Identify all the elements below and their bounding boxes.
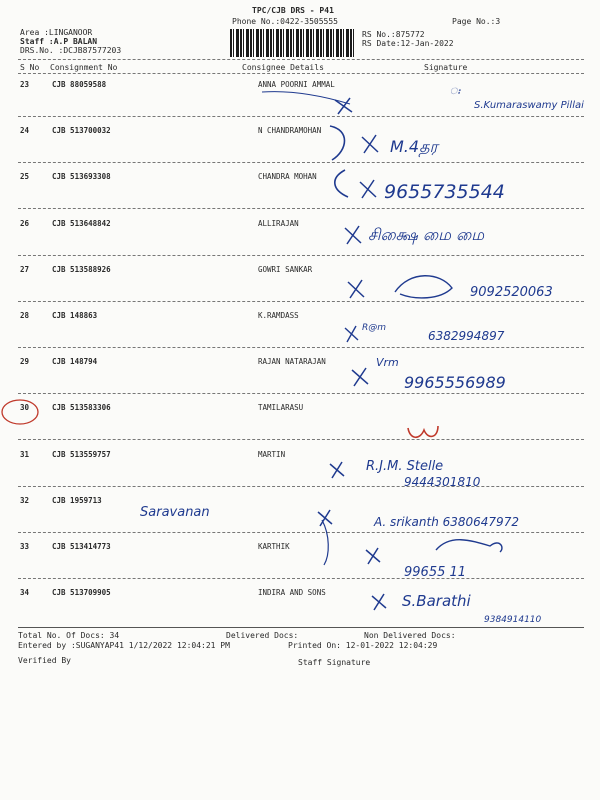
row-consignee: ALLIRAJAN [258, 219, 299, 228]
signature-r32: A. srikanth 6380647972 [374, 515, 519, 529]
scribble-signature [436, 540, 502, 552]
initials-r28: R@m [362, 323, 387, 333]
row-consignee: KARTHIK [258, 542, 290, 551]
row-consignee: GOWRI SANKAR [258, 265, 313, 274]
left-signature-r32: Saravanan [140, 505, 210, 520]
row-sno: 24 [20, 126, 30, 135]
row-consignee: TAMILARASU [258, 403, 304, 412]
tamil-signature-r26: சிக்ஷை மை மை [368, 225, 485, 244]
red-circle-mark [2, 400, 38, 424]
col-consignee: Consignee Details [242, 63, 324, 72]
row-sno: 34 [20, 588, 30, 597]
cross-mark [345, 226, 361, 244]
row-consignment-no: CJB 513588926 [52, 265, 111, 274]
cross-mark [352, 368, 368, 386]
rs-number: RS No.:875772 [362, 30, 425, 39]
cross-mark [330, 462, 344, 478]
signature-r31: R.J.M. Stelle [366, 459, 444, 474]
cross-mark [345, 326, 358, 342]
row-consignment-no: CJB 148794 [52, 357, 98, 366]
cross-mark [360, 180, 376, 198]
red-ink-mark [408, 426, 438, 437]
row-sno: 31 [20, 450, 30, 459]
bracket-stroke [335, 170, 348, 197]
phone-number: Phone No.:0422-3505555 [232, 17, 338, 26]
row-sno: 26 [20, 219, 30, 228]
phone-r31: 9444301810 [404, 475, 481, 489]
row-consignee: CHANDRA MOHAN [258, 172, 317, 181]
phone-r34: 9384914110 [484, 615, 542, 625]
row-consignee: MARTIN [258, 450, 286, 459]
row-consignment-no: CJB 513700032 [52, 126, 111, 135]
signature-r24: M.4தர [390, 137, 438, 156]
page-number: Page No.:3 [452, 17, 501, 26]
phone-r27: 9092520063 [470, 285, 553, 300]
rs-date: RS Date:12-Jan-2022 [362, 39, 454, 48]
initials-mark: ഃ [450, 87, 460, 97]
row-consignment-no: CJB 1959713 [52, 496, 102, 505]
cross-mark [362, 135, 378, 153]
signature-r23: S.Kumaraswamy Pillai [474, 100, 584, 111]
row-consignment-no: CJB 513709905 [52, 588, 111, 597]
delivered-docs: Delivered Docs: [226, 631, 299, 640]
row-consignee: N CHANDRAMOHAN [258, 126, 322, 135]
row-sno: 33 [20, 542, 30, 551]
entered-by: Entered by :SUGANYAP41 1/12/2022 12:04:21 PM [18, 641, 230, 650]
col-signature: Signature [424, 63, 468, 72]
row-sno: 29 [20, 357, 30, 366]
row-consignment-no: CJB 513693308 [52, 172, 111, 181]
col-consignment: Consignment No [50, 63, 118, 72]
row-consignee: K.RAMDASS [258, 311, 299, 320]
row-sno: 28 [20, 311, 30, 320]
signature-r25: 9655735544 [384, 181, 505, 203]
row-consignee: ANNA POORNI AMMAL [258, 80, 335, 89]
footer-divider [18, 627, 584, 628]
row-sno: 23 [20, 80, 30, 89]
printed-on: Printed On: 12-01-2022 12:04:29 [288, 641, 438, 650]
cross-mark [366, 548, 380, 564]
row-consignment-no: CJB 88059588 [52, 80, 107, 89]
staff-label: Staff :A.P BALAN [20, 37, 98, 46]
bracket-stroke [330, 126, 345, 160]
row-consignment-no: CJB 513583306 [52, 403, 111, 412]
col-sno: S No [20, 63, 40, 72]
row-sno: 25 [20, 172, 30, 181]
row-sno: 30 [20, 403, 30, 412]
row-consignment-no: CJB 513414773 [52, 542, 111, 551]
initials-r29: Vrm [376, 356, 399, 369]
total-docs: Total No. Of Docs: 34 [18, 631, 120, 640]
document-title: TPC/CJB DRS - P41 [252, 6, 334, 15]
row-consignee: INDIRA AND SONS [258, 588, 326, 597]
row-consignment-no: CJB 513648842 [52, 219, 111, 228]
row-consignment-no: CJB 148863 [52, 311, 98, 320]
drs-number: DRS.No. :DCJB87577203 [20, 46, 122, 55]
area-label: Area :LINGANOOR [20, 28, 93, 37]
staff-signature: Staff Signature [298, 658, 371, 667]
pen-stroke [322, 520, 328, 565]
phone-r33: 99655 11 [404, 565, 467, 580]
cross-mark [348, 280, 364, 298]
cross-mark [318, 510, 332, 526]
row-sno: 32 [20, 496, 30, 505]
phone-r28: 6382994897 [428, 329, 505, 343]
row-consignee: RAJAN NATARAJAN [258, 357, 326, 366]
non-delivered-docs: Non Delivered Docs: [364, 631, 456, 640]
signature-r34: S.Barathi [402, 592, 471, 610]
phone-r29: 9965556989 [404, 373, 506, 392]
row-consignment-no: CJB 513559757 [52, 450, 111, 459]
cross-mark [372, 594, 386, 610]
verified-by: Verified By [18, 656, 71, 665]
scribble-signature [395, 276, 452, 298]
row-sno: 27 [20, 265, 30, 274]
